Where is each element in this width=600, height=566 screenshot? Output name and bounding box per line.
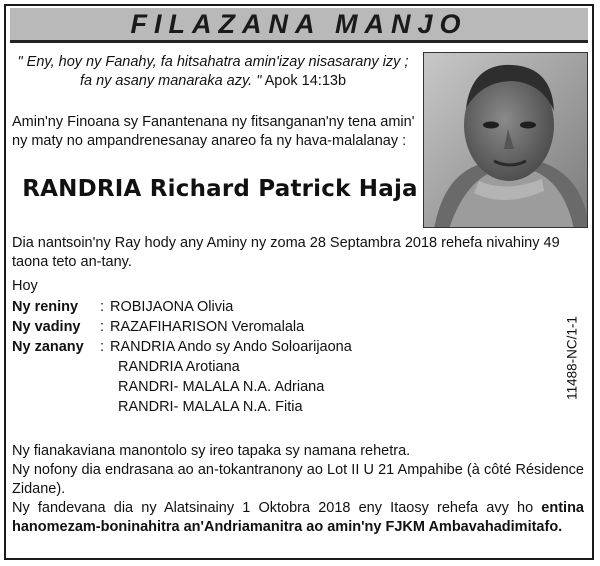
footer-line-2: Ny nofony dia endrasana ao an-tokantranony ao Lot II U 21 Ampahibe (à côté Résidence Zidane). [12,462,584,497]
family-row-children-cont [12,397,552,417]
intro-line-2: ny maty no ampandrenesanay anareo fa ny hava-malalanay : [12,133,407,149]
deceased-name: RANDRIA Richard Patrick Haja [22,176,418,202]
family-row-children [12,337,552,357]
funeral-details: Ny fandevana dia ny Alatsinainy 1 Oktobra 2018 eny Itaosy rehefa avy ho [12,500,542,516]
mother-colon: : [100,299,105,315]
child-name: RANDRIA Arotiana [118,359,240,375]
footer-line-3 [12,499,584,537]
death-notice: Dia nantsoin'ny Ray hody any Aminy ny zoma 28 Septambra 2018 rehefa nivahiny 49 taona teto an-tany. [12,235,560,270]
children-colon: : [100,339,105,355]
portrait-image [424,53,588,228]
father-label: Ny vadiny [12,319,81,335]
family-row-children-cont [12,357,552,377]
footer-text [12,442,584,537]
verse-text: fa ny asany manaraka azy. " [79,73,262,89]
verse-reference: Apok 14:13b [261,73,347,89]
hoy-label: Hoy [12,278,38,294]
mother-name: ROBIJAONA Olivia [110,299,234,315]
child-name: RANDRIA Ando sy Ando Soloarijaona [110,339,352,355]
reference-code [562,313,582,403]
reference-code-text: 11488-NC/1-1 [564,316,580,400]
bible-verse [12,53,414,91]
family-row-children-cont [12,377,552,397]
funeral-church: entina hanomezam-boninahitra an'Andriamanitra ao amin'ny FJKM Ambavahadimitafo. [12,500,584,535]
family-list [12,297,552,417]
intro-line-1: Amin'ny Finoana sy Fanantenana ny fitsanganan'ny tena amin' [12,114,415,130]
children-label: Ny zanany [12,339,84,355]
notice-header [10,8,588,43]
family-row-mother [12,297,552,317]
mother-label: Ny reniny [12,299,79,315]
footer-line-1: Ny fianakaviana manontolo sy ireo tapaka sy namana rehetra. [12,443,411,459]
family-row-father [12,317,552,337]
father-name: RAZAFIHARISON Veromalala [110,319,305,335]
notice-title: FILAZANA MANJO [130,8,468,39]
child-name: RANDRI- MALALA N.A. Adriana [118,379,325,395]
verse-line-2 [12,72,414,91]
verse-line-1: " Eny, hoy ny Fanahy, fa hitsahatra amin'izay nisasarany izy ; [17,54,409,70]
child-name: RANDRI- MALALA N.A. Fitia [118,399,303,415]
father-colon: : [100,319,105,335]
intro-text [12,113,420,151]
portrait-photo [423,52,588,228]
